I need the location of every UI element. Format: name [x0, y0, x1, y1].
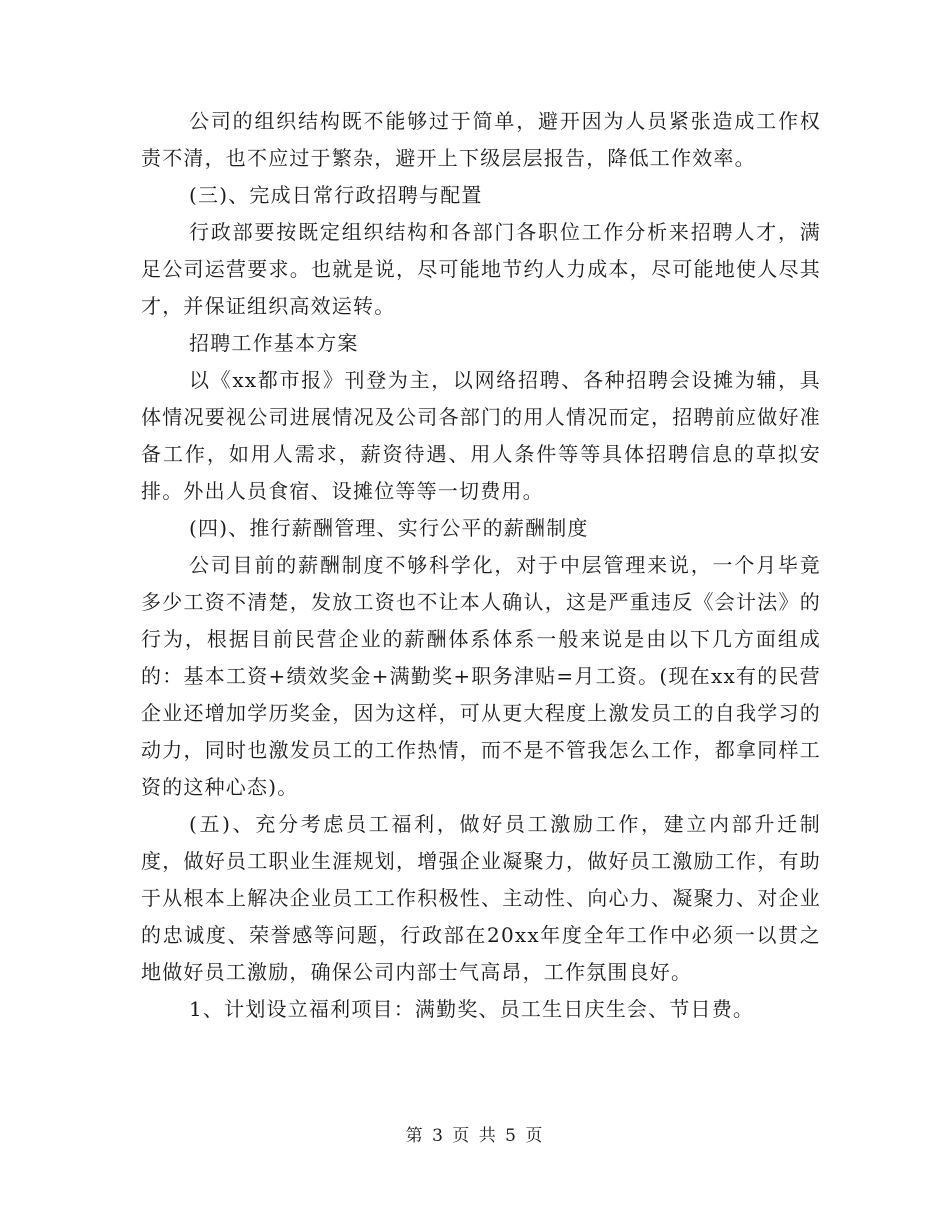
page-number-footer: 第 3 页 共 5 页: [405, 1126, 545, 1146]
heading-recruitment-plan: 招聘工作基本方案: [189, 331, 359, 355]
document-body: [141, 103, 821, 1028]
paragraph-org-structure: 公司的组织结构既不能够过于简单，避开因为人员紧张造成工作权责不清，也不应过于繁杂，避开上下级层层报告，降低工作效率。: [141, 109, 821, 170]
paragraph-welfare: (五)、充分考虑员工福利，做好员工激励工作，建立内部升迁制度，做好员工职业生涯规划，增强企业凝聚力，做好员工激励工作，有助于从根本上解决企业员工工作积极性、主动性、向心力、凝聚力、对企业的忠诚度、荣誉感等问题，行政部在20xx年度全年工作中必须一以贯之地做好员工激励，确保公司内部士气高昂，工作氛围良好。: [141, 812, 821, 984]
paragraph-recruitment: 行政部要按既定组织结构和各部门各职位工作分析来招聘人才，满足公司运营要求。也就是说，尽可能地节约人力成本，尽可能地使人尽其才，并保证组织高效运转。: [141, 220, 821, 318]
paragraph-welfare-items: 1、计划设立福利项目：满勤奖、员工生日庆生会、节日费。: [189, 997, 755, 1021]
heading-recruitment: (三)、完成日常行政招聘与配置: [189, 183, 483, 207]
paragraph-recruitment-plan: 以《xx都市报》刊登为主，以网络招聘、各种招聘会设摊为辅，具体情况要视公司进展情况及公司各部门的用人情况而定，招聘前应做好准备工作，如用人需求，薪资待遇、用人条件等等具体招聘信息的草拟安排。外出人员食宿、设摊位等等一切费用。: [141, 368, 821, 503]
heading-salary: (四)、推行薪酬管理、实行公平的薪酬制度: [189, 516, 589, 540]
paragraph-salary: 公司目前的薪酬制度不够科学化，对于中层管理来说，一个月毕竟多少工资不清楚，发放工资也不让本人确认，这是严重违反《会计法》的行为，根据目前民营企业的薪酬体系体系一般来说是由以下几方面组成的：基本工资+绩效奖金+满勤奖+职务津贴=月工资。(现在xx有的民营企业还增加学历奖金，因为这样，可从更大程度上激发员工的自我学习的动力，同时也激发员工的工作热情，而不是不管我怎么工作，都拿同样工资的这种心态)。: [141, 553, 821, 799]
